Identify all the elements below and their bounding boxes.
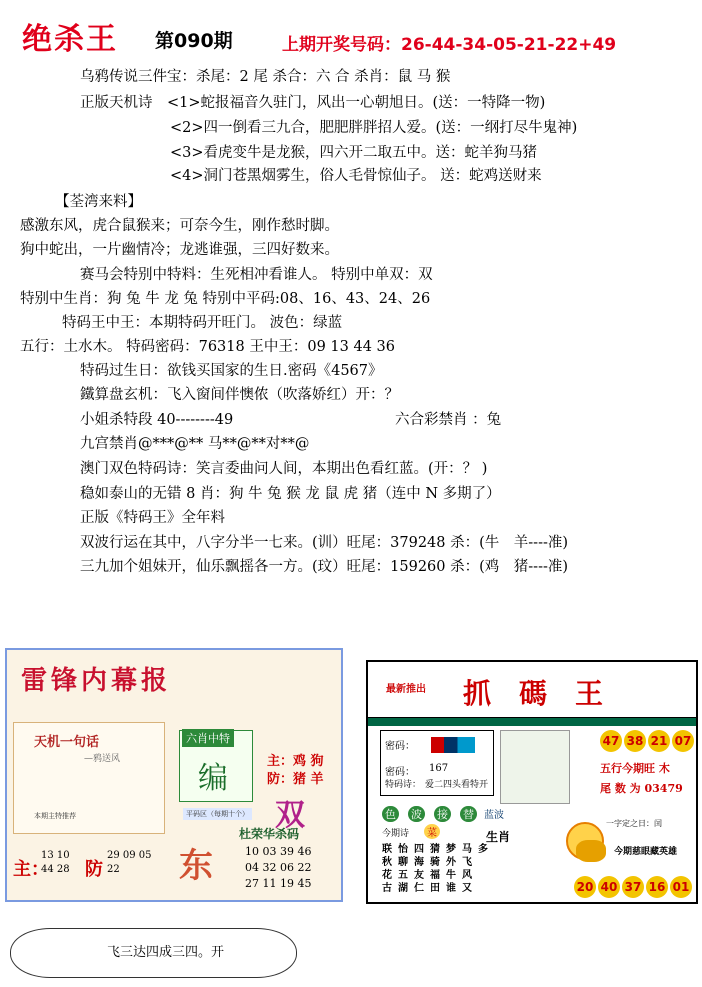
top-ball: 21 <box>648 730 670 752</box>
poem-char: 风 <box>462 870 472 881</box>
tag: 色 <box>382 806 399 822</box>
poem-char: 田 <box>430 883 440 894</box>
poem-char: 牛 <box>446 870 456 881</box>
tiger-icon <box>576 840 606 862</box>
fang2-label: 防 <box>85 859 103 880</box>
text-line: 小姐杀特段 40--------49 <box>80 412 234 428</box>
tag-tail: 蓝波 <box>484 810 504 821</box>
poem-char: 仁 <box>414 883 424 894</box>
code-row: 27 11 19 45 <box>245 877 312 890</box>
poem-char: 花 <box>382 870 392 881</box>
issue-number: 第090期 <box>155 30 233 52</box>
code-row: 04 32 06 22 <box>245 861 312 874</box>
shengxiao-label: 生肖 <box>486 830 511 844</box>
right-title: 抓 碼 王 <box>463 677 604 710</box>
jinqi-label: 今期诗 <box>382 829 410 839</box>
tag: 替 <box>460 806 477 822</box>
top-ball: 47 <box>600 730 622 752</box>
bottom-ball: 16 <box>646 876 668 898</box>
poem-char: 骑 <box>430 857 440 868</box>
poem-char: 古 <box>382 883 392 894</box>
text-line: <2>四一倒看三九合，肥肥胖胖招人爱。(送：一纲打尽牛鬼神) <box>170 120 578 136</box>
section-heading: 【荃湾来料】 <box>55 194 142 210</box>
mima-label: 密码： <box>385 741 415 752</box>
nums-d: 22 <box>107 864 120 875</box>
figure-illustration <box>500 730 570 804</box>
poem-char: 湖 <box>398 883 408 894</box>
text-line: <4>洞门苍黑烟雾生，俗人毛骨惊仙子。 送：蛇鸡送财来 <box>170 168 542 184</box>
zhu-label: 主：鸡 狗 <box>267 754 324 769</box>
tianji-sub: —鸦送风 <box>84 754 121 764</box>
panel-title: 雷锋内幕报 <box>21 666 172 696</box>
text-line: 双波行运在其中，八字分半一七来。(训）旺尾：379248 杀：(牛 羊----准) <box>80 535 569 551</box>
poem-char: 四 <box>414 844 424 855</box>
poem-char: 谁 <box>446 883 456 894</box>
center-box-title: 六肖中特 <box>182 729 234 747</box>
right-header <box>368 662 696 718</box>
cloud-bubble <box>10 928 297 978</box>
code-row: 10 03 39 46 <box>245 845 312 858</box>
text-line: 特码王中王：本期特码开旺门。 波色：绿蓝 <box>62 315 343 331</box>
center-box <box>179 730 253 802</box>
nums-b: 44 28 <box>41 864 70 875</box>
last-draw-numbers: 上期开奖号码：26-44-34-05-21-22+49 <box>282 35 617 55</box>
text-line: 九宫禁肖@***@** 马**@**对**@ <box>80 436 310 452</box>
mima-box <box>380 730 494 796</box>
shuang-char: 双 <box>275 798 305 833</box>
bottom-ball: 40 <box>598 876 620 898</box>
center-char: 编 <box>198 761 228 796</box>
poem-char: 马 <box>462 844 472 855</box>
shazhu-title: 杜荣华杀码 <box>239 827 300 841</box>
text-line: 鐵算盘玄机：飞入窗间伴懊侬（吹落娇红）开：？ <box>80 387 399 403</box>
bottom-ball: 01 <box>670 876 692 898</box>
poem-char: 怡 <box>398 844 408 855</box>
poem-char: 多 <box>478 844 488 855</box>
tag: 接 <box>434 806 451 822</box>
zhu2-label: 主： <box>13 859 49 880</box>
fang-label: 防：猪 羊 <box>267 772 324 787</box>
text-line: 五行：土水木。 特码密码：76318 王中王：09 13 44 36 <box>20 339 395 355</box>
poem-char: 联 <box>382 844 392 855</box>
poem-char: 海 <box>414 857 424 868</box>
big-char: 东 <box>179 846 213 886</box>
text-line: 三九加个姐妹开，仙乐飘摇各一方。(玟）旺尾：159260 杀：(鸡 猪----准) <box>80 559 569 575</box>
bottom-left-label: 本期主特推荐 <box>34 812 76 820</box>
poem-char: 五 <box>398 870 408 881</box>
text-line: 狗中蛇出，一片幽情冷；龙逃谁强，三四好数来。 <box>20 242 339 258</box>
jinqi-note: 今期慈眼藏英雄 <box>614 847 678 857</box>
text-line: 特码过生日：欲钱买国家的生日.密码《4567》 <box>80 363 383 379</box>
logo-icon <box>431 737 475 753</box>
text-line: 特别中生肖：狗 兔 牛 龙 兔 特别中平码:08、16、43、24、26 <box>20 291 431 307</box>
page-title: 绝杀王 <box>22 22 118 57</box>
bottom-ball: 20 <box>574 876 596 898</box>
text-line: 正版《特码王》全年料 <box>80 510 225 526</box>
poem-char: 猜 <box>430 844 440 855</box>
tianji-label: 天机一句话 <box>34 735 100 750</box>
ping-ma-label: 平码区（每期十个） <box>183 808 252 820</box>
yizi-label: 一字定之日：闰 <box>606 819 662 828</box>
tianji-box <box>13 722 165 834</box>
poem-char: 梦 <box>446 844 456 855</box>
cloud-text: 飞三达四成三四。开 <box>107 945 225 960</box>
weishu: 尾 数 为 03479 <box>600 782 683 795</box>
poem-char: 福 <box>430 870 440 881</box>
text-line: <3>看虎变牛是龙猴，四六开二取五中。送：蛇羊狗马猪 <box>170 145 538 161</box>
poem-char: 飞 <box>462 857 472 868</box>
green-strip <box>368 718 696 726</box>
nums-c: 29 09 05 <box>107 850 152 861</box>
leifeng-panel <box>5 648 343 902</box>
bottom-ball: 37 <box>622 876 644 898</box>
nums-a: 13 10 <box>41 850 70 861</box>
text-line: 澳门双色特码诗：笑言委曲问人间，本期出色看红蓝。(开：？ ) <box>80 461 488 477</box>
poem-char: 外 <box>446 857 456 868</box>
zhuamawang-panel <box>366 660 698 904</box>
poem-char: 又 <box>462 883 472 894</box>
top-ball: 07 <box>672 730 694 752</box>
latest-label: 最新推出 <box>386 684 426 695</box>
mima-label-2: 密码： <box>385 767 415 778</box>
text-line: 稳如泰山的无错 8 肖：狗 牛 兔 猴 龙 鼠 虎 猪（连中 N 多期了） <box>80 486 501 502</box>
top-ball: 38 <box>624 730 646 752</box>
poem-char: 友 <box>414 870 424 881</box>
text-line: 六合彩禁肖 ：兔 <box>395 412 502 428</box>
tema-label: 特码诗： <box>385 780 422 790</box>
tema-value: 爱二四头看特开 <box>425 780 489 790</box>
text-line: 乌鸦传说三件宝：杀尾：2 尾 杀合：六 合 杀肖：鼠 马 猴 <box>80 69 451 85</box>
tag: 波 <box>408 806 425 822</box>
mima-value: 167 <box>429 763 449 774</box>
wuxing: 五行今期旺 木 <box>600 762 670 775</box>
jinqi-char: 菜 <box>424 824 440 839</box>
poem-char: 聊 <box>398 857 408 868</box>
text-line: 正版天机诗 <1>蛇报福音久驻门，风出一心朝旭日。(送：一特降一物) <box>80 95 546 111</box>
text-line: 感激东风，虎合鼠猴来；可奈今生，刚作愁时脚。 <box>20 218 339 234</box>
poem-char: 秋 <box>382 857 392 868</box>
text-line: 赛马会特别中特料：生死相冲看谁人。 特别中单双：双 <box>80 267 433 283</box>
